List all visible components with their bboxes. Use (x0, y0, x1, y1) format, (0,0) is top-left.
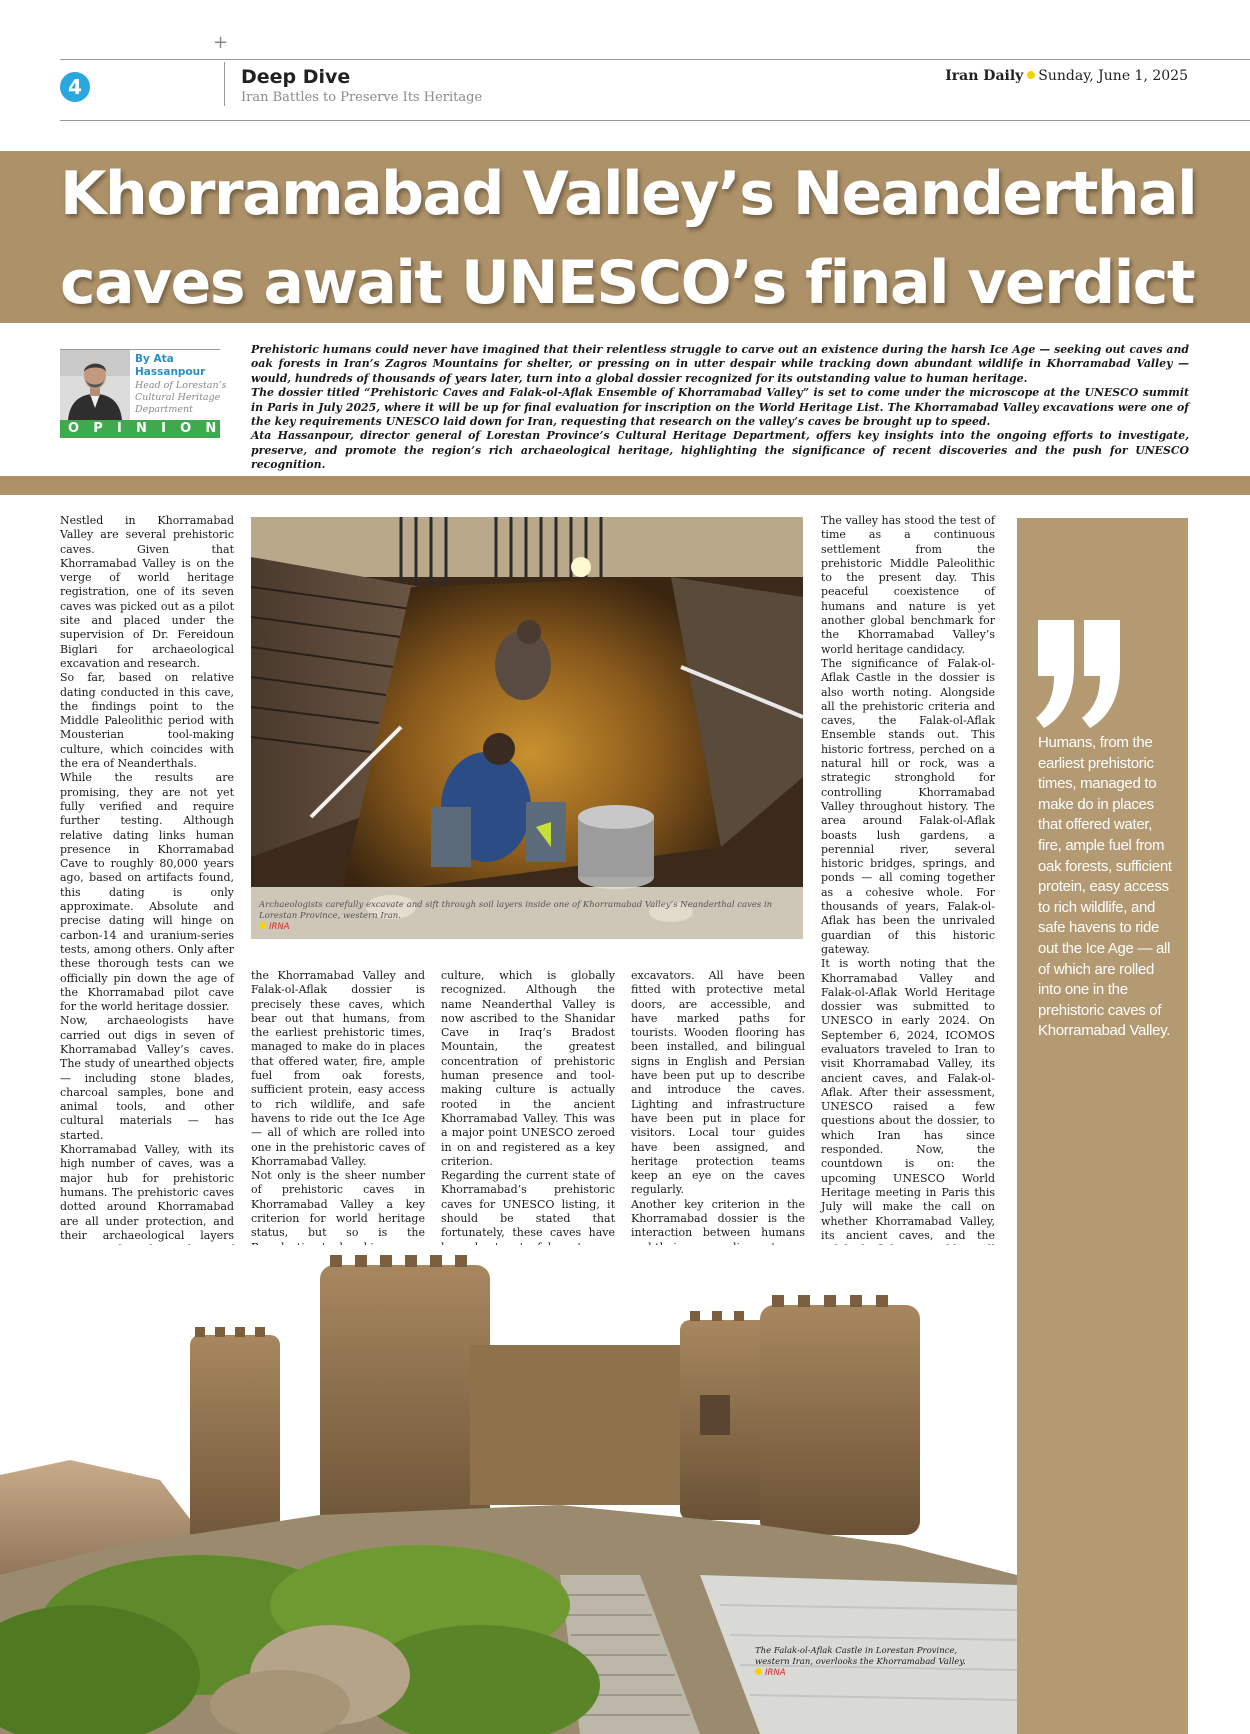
intro-paragraph: The dossier titled “Prehistoric Caves and Falak-ol-Aflak Ensemble of Khorramabad Valley” is set to come under the microscope at the UNESCO summit in Paris in July 2025, where it will be up for final evaluation for inscription on the World Heritage List. The Khorramabad Valley excavations were one of the key requirements UNESCO laid down for Iran, requesting that research on the valley’s caves be brought up to speed. (251, 386, 1189, 429)
pull-quote-text: Humans, from the earliest prehistoric times, managed to make do in places that offered water, fire, ample fuel from oak forests, sufficient protein, easy access to rich wildlife, and safe havens to ride out the Ice Age — all of which are rolled into one in the prehistoric caves of Khorramabad Valley. (1038, 734, 1172, 1040)
header-divider (224, 62, 225, 106)
body-paragraph: It is worth noting that the Khorramabad Valley and Falak-ol-Aflak World Heritage dossier was submitted to UNESCO in early 2024. On September 6, 2024, ICOMOS evaluators traveled to Iran to visit Khorramabad Valley, its ancient caves, and Falak-ol-Aflak. After their assessment, UNESCO raised a few questions about the dossier, to which Iran has since responded. Now, the countdown is on: the upcoming UNESCO World Heritage meeting in Paris this July will make the call on whether Khorramabad Valley, its ancient caves, and the (821, 957, 995, 1242)
author-byline: By Ata Hassanpour (135, 353, 206, 378)
headline-line-1: Khorramabad Valley’s Neanderthal (60, 159, 1197, 229)
header-bottom-rule (60, 120, 1250, 121)
excavation-photo-caption (259, 900, 799, 933)
issue-date: Sunday, June 1, 2025 (1038, 68, 1188, 84)
body-column-1 (60, 514, 234, 1286)
body-column-4 (631, 969, 805, 1255)
intro-paragraph: Ata Hassanpour, director general of Lorestan Province’s Cultural Heritage Department, offers key insights into the ongoing efforts to investigate, preserve, and promote the region’s rich archaeological heritage, highlighting the significance of recent discoveries and the push for UNESCO recognition. (251, 429, 1189, 472)
body-paragraph: the Khorramabad Valley and Falak-ol-Aflak dossier is precisely these caves, which bear out that humans, from the earliest prehistoric times, managed to make do in places that offered water, fire, ample fuel from oak forests, sufficient protein, easy access to rich wildlife, and safe havens to ride out the Ice Age — all of which are rolled into one in the prehistoric caves of Khorramabad Valley. (251, 969, 425, 1168)
excavation-photo (251, 517, 803, 939)
body-column-2 (251, 969, 425, 1255)
header-top-rule (60, 59, 1250, 60)
author-role: Head of Lorestan’s Cultural Heritage Department (135, 380, 227, 415)
registration-mark: + (213, 32, 229, 53)
credit-text: IRNA (269, 922, 290, 932)
dot-icon (259, 922, 266, 929)
body-paragraph: The valley has stood the test of time as a continuous settlement from the prehistoric Middle Paleolithic to the present day. This peaceful coexistence of humans and nature is yet another global benchmark for the Khorramabad Valley’s world heritage candidacy. (821, 514, 995, 656)
page-number-badge: 4 (60, 72, 90, 102)
article-intro (251, 343, 1189, 473)
credit-text: IRNA (765, 1668, 786, 1678)
body-paragraph: Not only is the sheer number of prehistoric caves in Khorramabad Valley a key criterion for world heritage status, but so is the (251, 1169, 425, 1240)
intro-paragraph: Prehistoric humans could never have imagined that their relentless struggle to carve out an existence during the harsh Ice Age — seeking out caves and oak forests in Iran’s Zagros Mountains for shelter, or pressing on in utter despair while tracking down abundant wildlife in Khorramabad Valley — would, hundreds of thousands of years later, turn into a global dossier recognized for its outstanding value to human heritage. (251, 343, 1189, 385)
body-paragraph: Another key criterion in the Khorramabad dossier is the interaction between humans (631, 1197, 805, 1240)
opinion-tag: OPINION (60, 420, 220, 438)
author-photo (60, 350, 130, 420)
headline (60, 150, 1240, 328)
masthead (945, 68, 1188, 84)
dot-icon (755, 1668, 762, 1675)
body-paragraph: Nestled in Khorramabad Valley are several prehistoric caves. Given that Khorramabad Valley is on the verge of world heritage registration, one of its seven caves was picked out as a pilot site and placed under the supervision of Dr. Fereidoun Biglari for archaeological excavation and research. (60, 514, 234, 670)
section-title: Deep Dive (241, 66, 351, 88)
body-paragraph: culture, which is globally recognized. Although the name Neanderthal Valley is now ascribed to the Shanidar Cave in Iraq’s Bradost Mountain, the greatest concentration of prehistoric human presence and tool-making culture is actually rooted in the ancient Khorramabad Valley. This was a major point UNESCO zeroed in on and registered as a key criterion. (441, 969, 615, 1168)
body-paragraph: Now, archaeologists have carried out digs in seven of Khorramabad Valley’s caves. The study of unearthed objects — including stone blades, charcoal samples, bone and animal tools, and other cultural materials — has started. (60, 1014, 234, 1142)
castle-photo-caption (755, 1646, 985, 1679)
photo-credit (755, 1668, 985, 1679)
body-paragraph: excavators. All have been fitted with protective metal doors, are accessible, and have marked paths for tourists. Wooden flooring has been installed, and bilingual signs in English and Persian have been put up to describe and introduce the caves. Lighting and infrastructure have been put in place for visitors. Local tour guides have been assigned, and heritage protection teams keep an eye on the caves regularly. (631, 969, 805, 1197)
body-column-3 (441, 969, 615, 1269)
body-paragraph: Regarding the current state of Khorramabad’s prehistoric caves for UNESCO listing, it should be stated that fortunately, these caves have (441, 1169, 615, 1240)
dot-icon (1027, 71, 1035, 79)
caption-text: The Falak-ol-Aflak Castle in Lorestan Province, western Iran, overlooks the Khorramabad Valley. (755, 1646, 966, 1667)
section-subtitle: Iran Battles to Preserve Its Heritage (241, 90, 483, 105)
quote-mark-icon (1034, 620, 1124, 730)
caption-text: Archaeologists carefully excavate and sift through soil layers inside one of Khorramabad Valley’s Neanderthal caves in Lorestan Province, western Iran. (259, 900, 773, 921)
body-paragraph: Khorramabad Valley, with its high number of caves, was a major hub for prehistoric humans. The prehistoric caves dotted around Khorramabad are all under protection, and their archaeological layers (60, 1143, 234, 1242)
separator-band (0, 476, 1250, 495)
photo-credit (259, 922, 799, 933)
body-paragraph: While the results are promising, they are not yet fully verified and require further testing. Although relative dating links human presence in Khorramabad Cave to roughly 80,000 years ago, based on artifacts found, this dating is only approximate. Absolute and precise dating will hinge on carbon-14 and uranium-series tests, among others. Only after these thorough tests can we officially pin down the age of the Khorramabad pilot cave for the world heritage dossier. (60, 771, 234, 1014)
paper-name: Iran Daily (945, 68, 1024, 84)
body-paragraph: So far, based on relative dating conducted in this cave, the findings point to the Middle Paleolithic period with Mousterian tool-making culture, which coincides with the era of Neanderthals. (60, 671, 234, 771)
body-column-5 (821, 514, 995, 1328)
headline-line-2: caves await UNESCO’s final verdict (60, 248, 1195, 318)
body-paragraph: The significance of Falak-ol-Aflak Castle in the dossier is also worth noting. Alongside all the prehistoric criteria and caves, the Falak-ol-Aflak Ensemble stands out. This historic fortress, perched on a natural hill or rock, was a strategic stronghold for controlling Khorramabad Valley throughout history. The area around Falak-ol-Aflak boasts lush gardens, a perennial river, several historic bridges, springs, and ponds — all coming together as a cohesive whole. For thousands of years, Falak-ol-Aflak has been the unrivaled guardian of this historic gateway. (821, 656, 995, 956)
